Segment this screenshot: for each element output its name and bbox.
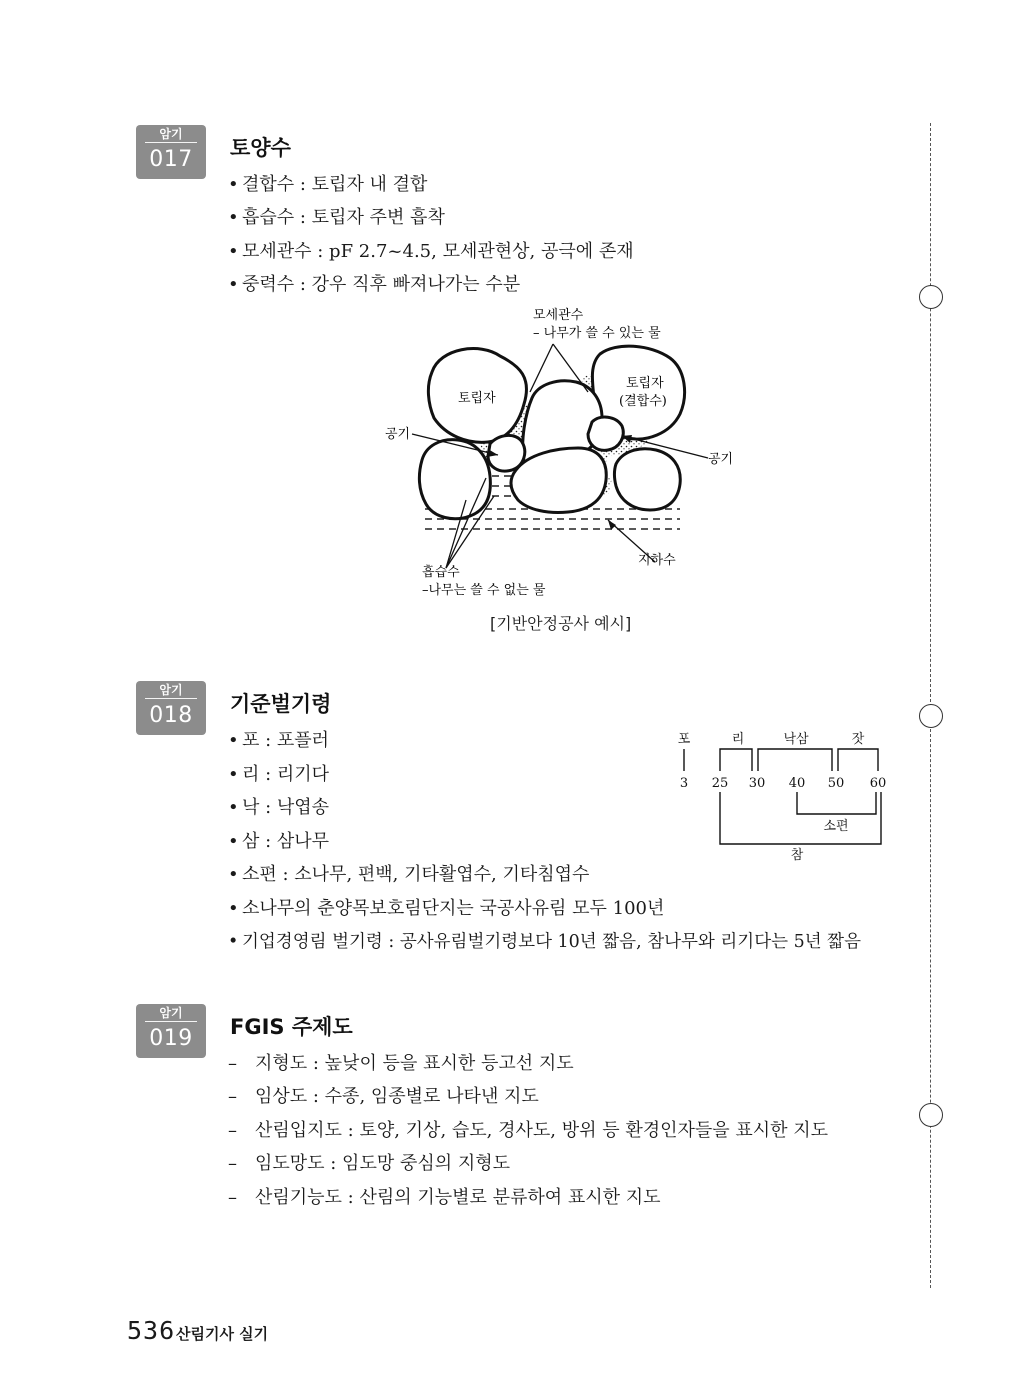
list-item-text: 포 : 포플러 [242, 730, 330, 751]
list-item [228, 274, 520, 296]
list-item [228, 797, 329, 819]
list-item [228, 898, 664, 920]
soil-particles [419, 346, 684, 519]
list-item [228, 1086, 539, 1108]
species-label: 잣 [851, 732, 865, 747]
section-title-019: FGIS 주제도 [230, 1015, 353, 1039]
dash-marker: – [228, 1120, 237, 1141]
age-tick: 60 [869, 776, 887, 791]
list-item-text: 소편 : 소나무, 편백, 기타활엽수, 기타침엽수 [242, 864, 590, 885]
badge-divider [145, 1021, 197, 1022]
bullet: • [228, 932, 239, 952]
list-item [228, 1153, 510, 1175]
list-item-text: 기업경영림 벌기령 : 공사유림벌기령보다 10년 짧음, 참나무와 리기다는 5년 짧음 [242, 932, 861, 952]
list-item [228, 931, 861, 953]
list-item-text: 삼 : 삼나무 [242, 831, 330, 852]
particle-note-right: (결합수) [619, 394, 667, 409]
soil-water-diagram [370, 300, 750, 605]
list-item-text: 임상도 : 수종, 임종별로 나타낸 지도 [255, 1086, 539, 1107]
badge-divider [145, 142, 197, 143]
badge-label: 암기 [159, 127, 183, 141]
list-item-text: 낙 : 낙엽송 [242, 797, 330, 818]
bullet: • [228, 764, 239, 785]
binder-hole [919, 1103, 943, 1127]
memorize-badge-019 [136, 1004, 206, 1058]
list-item-text: 지형도 : 높낮이 등을 표시한 등고선 지도 [255, 1053, 574, 1074]
list-item [228, 764, 329, 786]
list-item-text: 흡습수 : 토립자 주변 흡착 [242, 207, 445, 228]
list-item [228, 730, 329, 752]
age-tick: 3 [679, 776, 689, 791]
binder-hole [919, 285, 943, 309]
list-item-text: 산림입지도 : 토양, 기상, 습도, 경사도, 방위 등 환경인자들을 표시한 지도 [255, 1120, 829, 1141]
list-item [228, 1120, 828, 1142]
page-number: 536 [127, 1316, 176, 1345]
particle-label-right: 토립자 [626, 376, 664, 391]
air-label-right: 공기 [708, 452, 734, 467]
dash-marker: – [228, 1187, 237, 1208]
list-item-text: 임도망도 : 임도망 중심의 지형도 [255, 1153, 510, 1174]
sopyeon-label: 소편 [823, 819, 849, 834]
list-item-text: 소나무의 춘양목보호림단지는 국공사유림 모두 100년 [242, 898, 665, 919]
memorize-badge-017 [136, 125, 206, 179]
bullet: • [228, 174, 239, 195]
figure-caption: [기반안정공사 예시] [490, 614, 632, 633]
list-item [228, 831, 329, 853]
species-label: 낙삼 [783, 732, 809, 747]
binder-hole [919, 704, 943, 728]
badge-label: 암기 [159, 683, 183, 697]
list-item-text: 리 : 리기다 [242, 764, 330, 785]
age-tick: 30 [748, 776, 766, 791]
hygroscopic-label: 흡습수 [422, 565, 460, 580]
list-item [228, 1187, 661, 1209]
age-tick: 40 [788, 776, 806, 791]
list-item [228, 864, 589, 886]
book-title: 산림기사 실기 [176, 1325, 269, 1343]
badge-number: 019 [149, 1026, 193, 1051]
particle-label-left: 토립자 [458, 391, 496, 406]
bullet: • [228, 864, 239, 885]
bullet: • [228, 241, 239, 262]
memorize-badge-018 [136, 681, 206, 735]
section-title-017: 토양수 [230, 136, 291, 160]
species-label: 리 [731, 732, 745, 747]
dash-marker: – [228, 1086, 237, 1107]
cham-label: 참 [790, 848, 804, 863]
hygroscopic-note: –나무는 쓸 수 없는 물 [422, 583, 546, 598]
list-item [228, 241, 634, 263]
bullet: • [228, 797, 239, 818]
dash-marker: – [228, 1153, 237, 1174]
bullet: • [228, 898, 239, 919]
badge-number: 017 [149, 147, 193, 172]
list-item [228, 207, 445, 229]
species-label: 포 [677, 732, 691, 747]
bracket-lines [684, 749, 881, 844]
capillary-label: 모세관수 [533, 308, 584, 323]
list-item [228, 174, 427, 196]
air-label-left: 공기 [385, 427, 411, 442]
bullet: • [228, 831, 239, 852]
bullet: • [228, 730, 239, 751]
age-tick: 25 [711, 776, 729, 791]
list-item [228, 1053, 574, 1075]
section-title-018: 기준벌기령 [230, 692, 332, 716]
list-item-text: 모세관수 : pF 2.7~4.5, 모세관현상, 공극에 존재 [242, 241, 634, 262]
list-item-text: 산림기능도 : 산림의 기능별로 분류하여 표시한 지도 [255, 1187, 661, 1208]
capillary-note: – 나무가 쓸 수 있는 물 [533, 326, 661, 341]
bullet: • [228, 274, 239, 295]
bullet: • [228, 207, 239, 228]
groundwater-label: 지하수 [638, 553, 676, 568]
badge-label: 암기 [159, 1006, 183, 1020]
badge-number: 018 [149, 703, 193, 728]
badge-divider [145, 698, 197, 699]
age-tick: 50 [827, 776, 845, 791]
list-item-text: 결합수 : 토립자 내 결합 [242, 174, 428, 195]
dash-marker: – [228, 1053, 237, 1074]
list-item-text: 중력수 : 강우 직후 빠져나가는 수분 [242, 274, 521, 295]
rotation-age-diagram [668, 728, 898, 868]
